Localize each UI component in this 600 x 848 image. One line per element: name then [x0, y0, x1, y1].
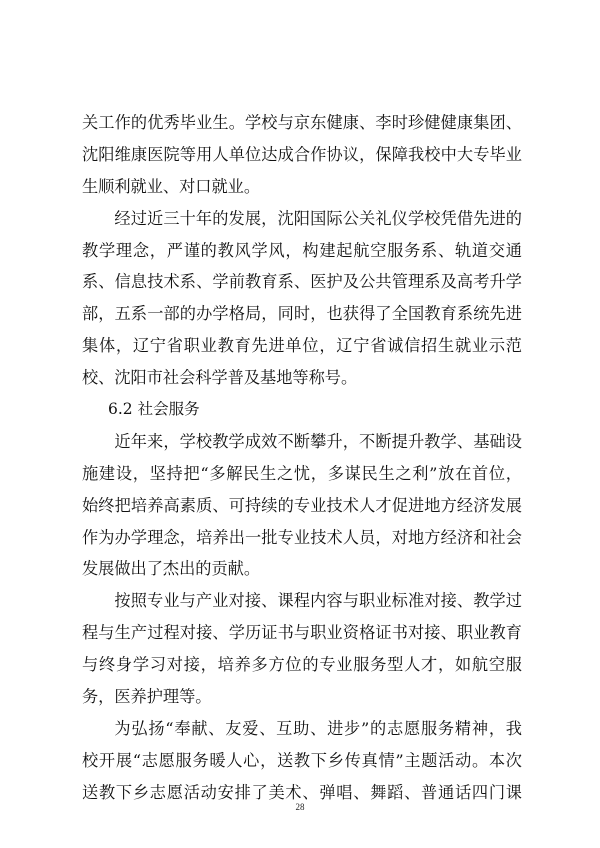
text-line: 与终身学习对接，培养多方位的专业服务型人才，如航空服 [82, 655, 522, 675]
text-line: 关工作的优秀毕业生。学校与京东健康、李时珍健健康集团、 [82, 113, 522, 132]
paragraph-first-line: 近年来，学校教学成效不断攀升，不断提升教学、基础设 [114, 431, 522, 451]
text-line: 沈阳维康医院等用人单位达成合作协议，保障我校中大专毕业 [82, 144, 522, 164]
text-line: 送教下乡志愿活动安排了美术、弹唱、舞蹈、普通话四门课 [82, 782, 522, 802]
text-line: 集体，辽宁省职业教育先进单位，辽宁省诚信招生就业示范 [82, 336, 522, 356]
text-line: 生顺利就业、对口就业。 [82, 176, 261, 196]
text-line: 务，医养护理等。 [82, 687, 212, 707]
text-line: 校、沈阳市社会科学普及基地等称号。 [82, 368, 358, 388]
page-number: 28 [295, 802, 305, 812]
text-line: 程与生产过程对接、学历证书与职业资格证书对接、职业教育 [82, 623, 522, 643]
paragraph-first-line: 按照专业与产业对接、课程内容与职业标准对接、教学过 [114, 591, 522, 611]
paragraph-first-line: 为弘扬“奉献、友爱、互助、进步”的志愿服务精神，我 [114, 718, 522, 738]
text-line: 系、信息技术系、学前教育系、医护及公共管理系及高考升学 [82, 272, 522, 292]
text-line: 校开展“志愿服务暖人心，送教下乡传真情”主题活动。本次 [82, 750, 522, 770]
text-line: 教学理念，严谨的教风学风，构建起航空服务系、轨道交通 [82, 240, 522, 260]
text-line: 发展做出了杰出的贡献。 [82, 559, 261, 579]
section-heading: 6.2 社会服务 [108, 400, 200, 419]
body-text [82, 107, 522, 809]
text-line: 始终把培养高素质、可持续的专业技术人才促进地方经济发展 [82, 495, 522, 515]
paragraph-first-line: 经过近三十年的发展，沈阳国际公关礼仪学校凭借先进的 [114, 208, 522, 228]
text-line: 作为办学理念，培养出一批专业技术人员，对地方经济和社会 [82, 527, 522, 547]
text-line: 施建设，坚持把“多解民生之忧，多谋民生之利”放在首位， [82, 463, 522, 483]
text-line: 部，五系一部的办学格局，同时，也获得了全国教育系统先进 [82, 304, 522, 324]
